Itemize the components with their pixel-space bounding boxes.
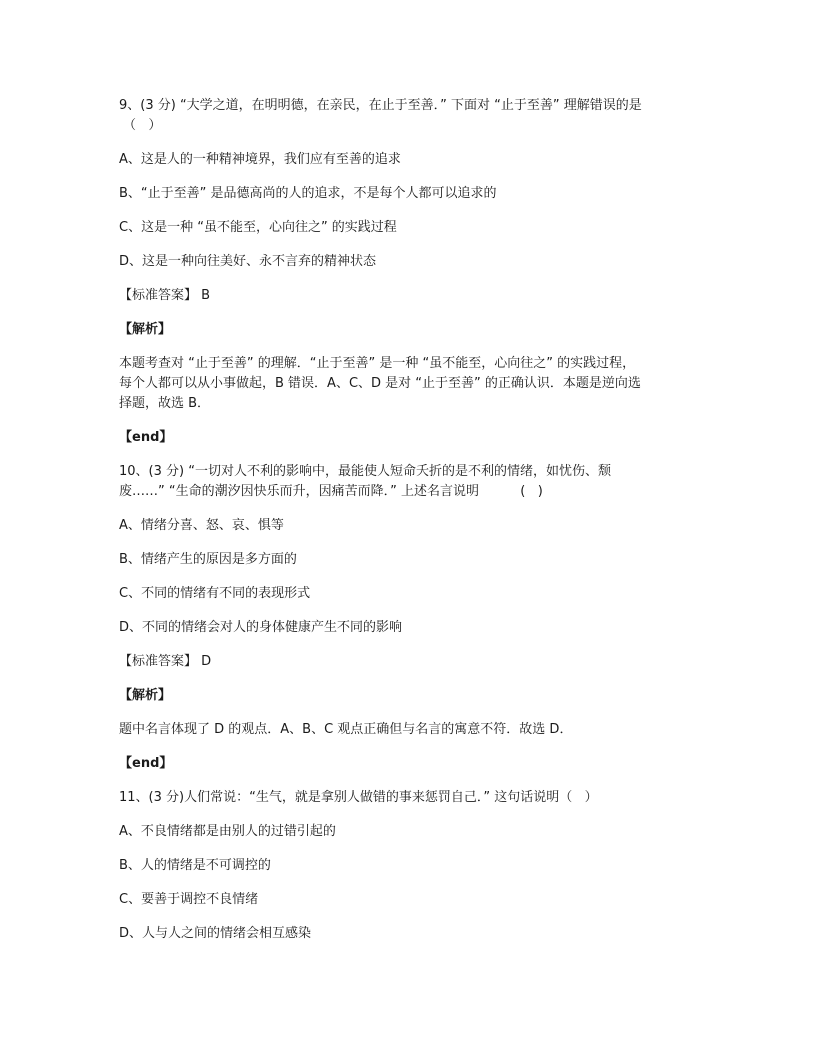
end-marker: 【end】 (119, 756, 173, 771)
option-b: B、“止于至善” 是品德高尚的人的追求，不是每个人都可以追求的 (119, 186, 497, 201)
analysis-line: 每个人都可以从小事做起，B 错误．A、C、D 是对 “止于至善” 的正确认识．本题是逆向选 (119, 376, 641, 391)
option-b: B、人的情绪是不可调控的 (119, 858, 271, 873)
option-d: D、不同的情绪会对人的身体健康产生不同的影响 (119, 620, 403, 635)
end-marker: 【end】 (119, 430, 173, 445)
option-b: B、情绪产生的原因是多方面的 (119, 552, 297, 567)
analysis-title: 【解析】 (119, 322, 172, 337)
analysis-line: 择题，故选 B． (119, 396, 211, 411)
option-a: A、不良情绪都是由别人的过错引起的 (119, 824, 336, 839)
option-a: A、这是人的一种精神境界，我们应有至善的追求 (119, 152, 401, 167)
question-stem-line: （ ） (123, 118, 162, 133)
question-stem-line: 11、(3 分)人们常说：“生气，就是拿别人做错的事来惩罚自己．” 这句话说明（ ） (119, 790, 598, 805)
question-9 (119, 96, 709, 448)
option-c: C、不同的情绪有不同的表现形式 (119, 586, 311, 601)
question-stem-line: 废……” “生命的潮汐因快乐而升，因痛苦而降．” 上述名言说明 ( ) (119, 484, 543, 499)
document-content (119, 96, 709, 944)
question-stem-line: 9、(3 分) “大学之道，在明明德，在亲民，在止于至善．” 下面对 “止于至善” 理解错误的是 (119, 98, 642, 113)
standard-answer: 【标准答案】 D (119, 654, 212, 669)
option-d: D、这是一种向往美好、永不言弃的精神状态 (119, 254, 377, 269)
option-a: A、情绪分喜、怒、哀、惧等 (119, 518, 284, 533)
option-c: C、这是一种 “虽不能至，心向往之” 的实践过程 (119, 220, 397, 235)
question-10 (119, 462, 709, 774)
analysis-title: 【解析】 (119, 688, 172, 703)
question-stem-line: 10、(3 分) “一切对人不利的影响中，最能使人短命夭折的是不利的情绪，如忧伤、颓 (119, 464, 611, 479)
option-c: C、要善于调控不良情绪 (119, 892, 259, 907)
analysis-line: 题中名言体现了 D 的观点．A、B、C 观点正确但与名言的寓意不符．故选 D． (119, 722, 573, 737)
question-11 (119, 788, 709, 944)
standard-answer: 【标准答案】 B (119, 288, 211, 303)
option-d: D、人与人之间的情绪会相互感染 (119, 926, 312, 941)
analysis-line: 本题考查对 “止于至善” 的理解．“止于至善” 是一种 “虽不能至，心向往之” 的实践过程， (119, 356, 636, 371)
